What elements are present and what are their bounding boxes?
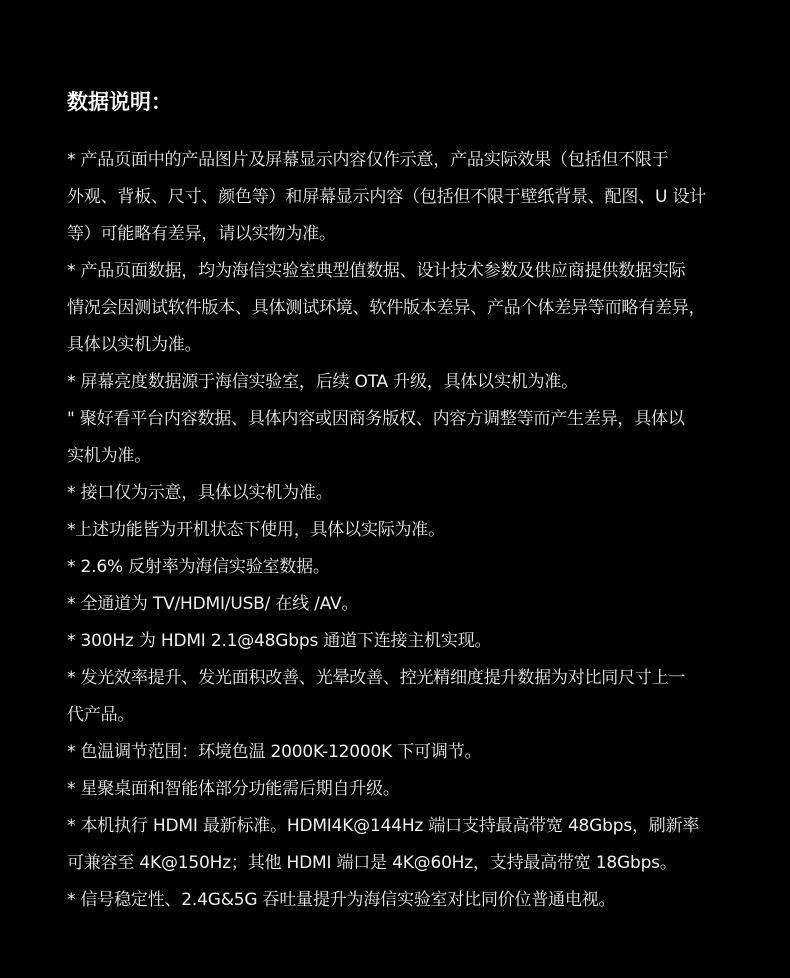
note-line: * 产品页面中的产品图片及屏幕显示内容仅作示意，产品实际效果（包括但不限于 <box>67 150 669 170</box>
note-line: * 本机执行 HDMI 最新标准。HDMI4K@144Hz 端口支持最高带宽 48Gbps，刷新率 <box>67 816 700 836</box>
note-line: * 2.6% 反射率为海信实验室数据。 <box>67 557 330 577</box>
note-line: 具体以实机为准。 <box>67 335 202 355</box>
note-line: * 发光效率提升、发光面积改善、光晕改善、控光精细度提升数据为对比同尺寸上一 <box>67 668 686 688</box>
note-line: 代产品。 <box>67 705 135 725</box>
note-line: 可兼容至 4K@150Hz；其他 HDMI 端口是 4K@60Hz，支持最高带宽 18Gbps。 <box>67 853 677 873</box>
note-line: * 色温调节范围：环境色温 2000K-12000K 下可调节。 <box>67 742 482 762</box>
note-line: 实机为准。 <box>67 446 151 466</box>
note-line: * 产品页面数据，均为海信实验室典型值数据、设计技术参数及供应商提供数据实际 <box>67 261 686 281</box>
note-line: 情况会因测试软件版本、具体测试环境、软件版本差异、产品个体差异等而略有差异， <box>67 298 706 318</box>
note-line: * 屏幕亮度数据源于海信实验室，后续 OTA 升级，具体以实机为准。 <box>67 372 578 392</box>
note-line: * 300Hz 为 HDMI 2.1@48Gbps 通道下连接主机实现。 <box>67 631 492 651</box>
notes-list <box>67 142 767 919</box>
note-line: * 信号稳定性、2.4G&5G 吞吐量提升为海信实验室对比同价位普通电视。 <box>67 890 616 910</box>
note-line: * 接口仅为示意，具体以实机为准。 <box>67 483 333 503</box>
note-line: * 全通道为 TV/HDMI/USB/ 在线 /AV。 <box>67 594 359 614</box>
note-line: *上述功能皆为开机状态下使用，具体以实际为准。 <box>67 520 445 540</box>
note-line: 外观、背板、尺寸、颜色等）和屏幕显示内容（包括但不限于壁纸背景、配图、U 设计 <box>67 187 707 207</box>
data-notes-section <box>67 84 767 919</box>
note-line: * 星聚桌面和智能体部分功能需后期自升级。 <box>67 779 400 799</box>
page-title: 数据说明： <box>67 90 172 114</box>
note-line: " 聚好看平台内容数据、具体内容或因商务版权、内容方调整等而产生差异，具体以 <box>67 409 685 429</box>
note-line: 等）可能略有差异，请以实物为准。 <box>67 224 336 244</box>
